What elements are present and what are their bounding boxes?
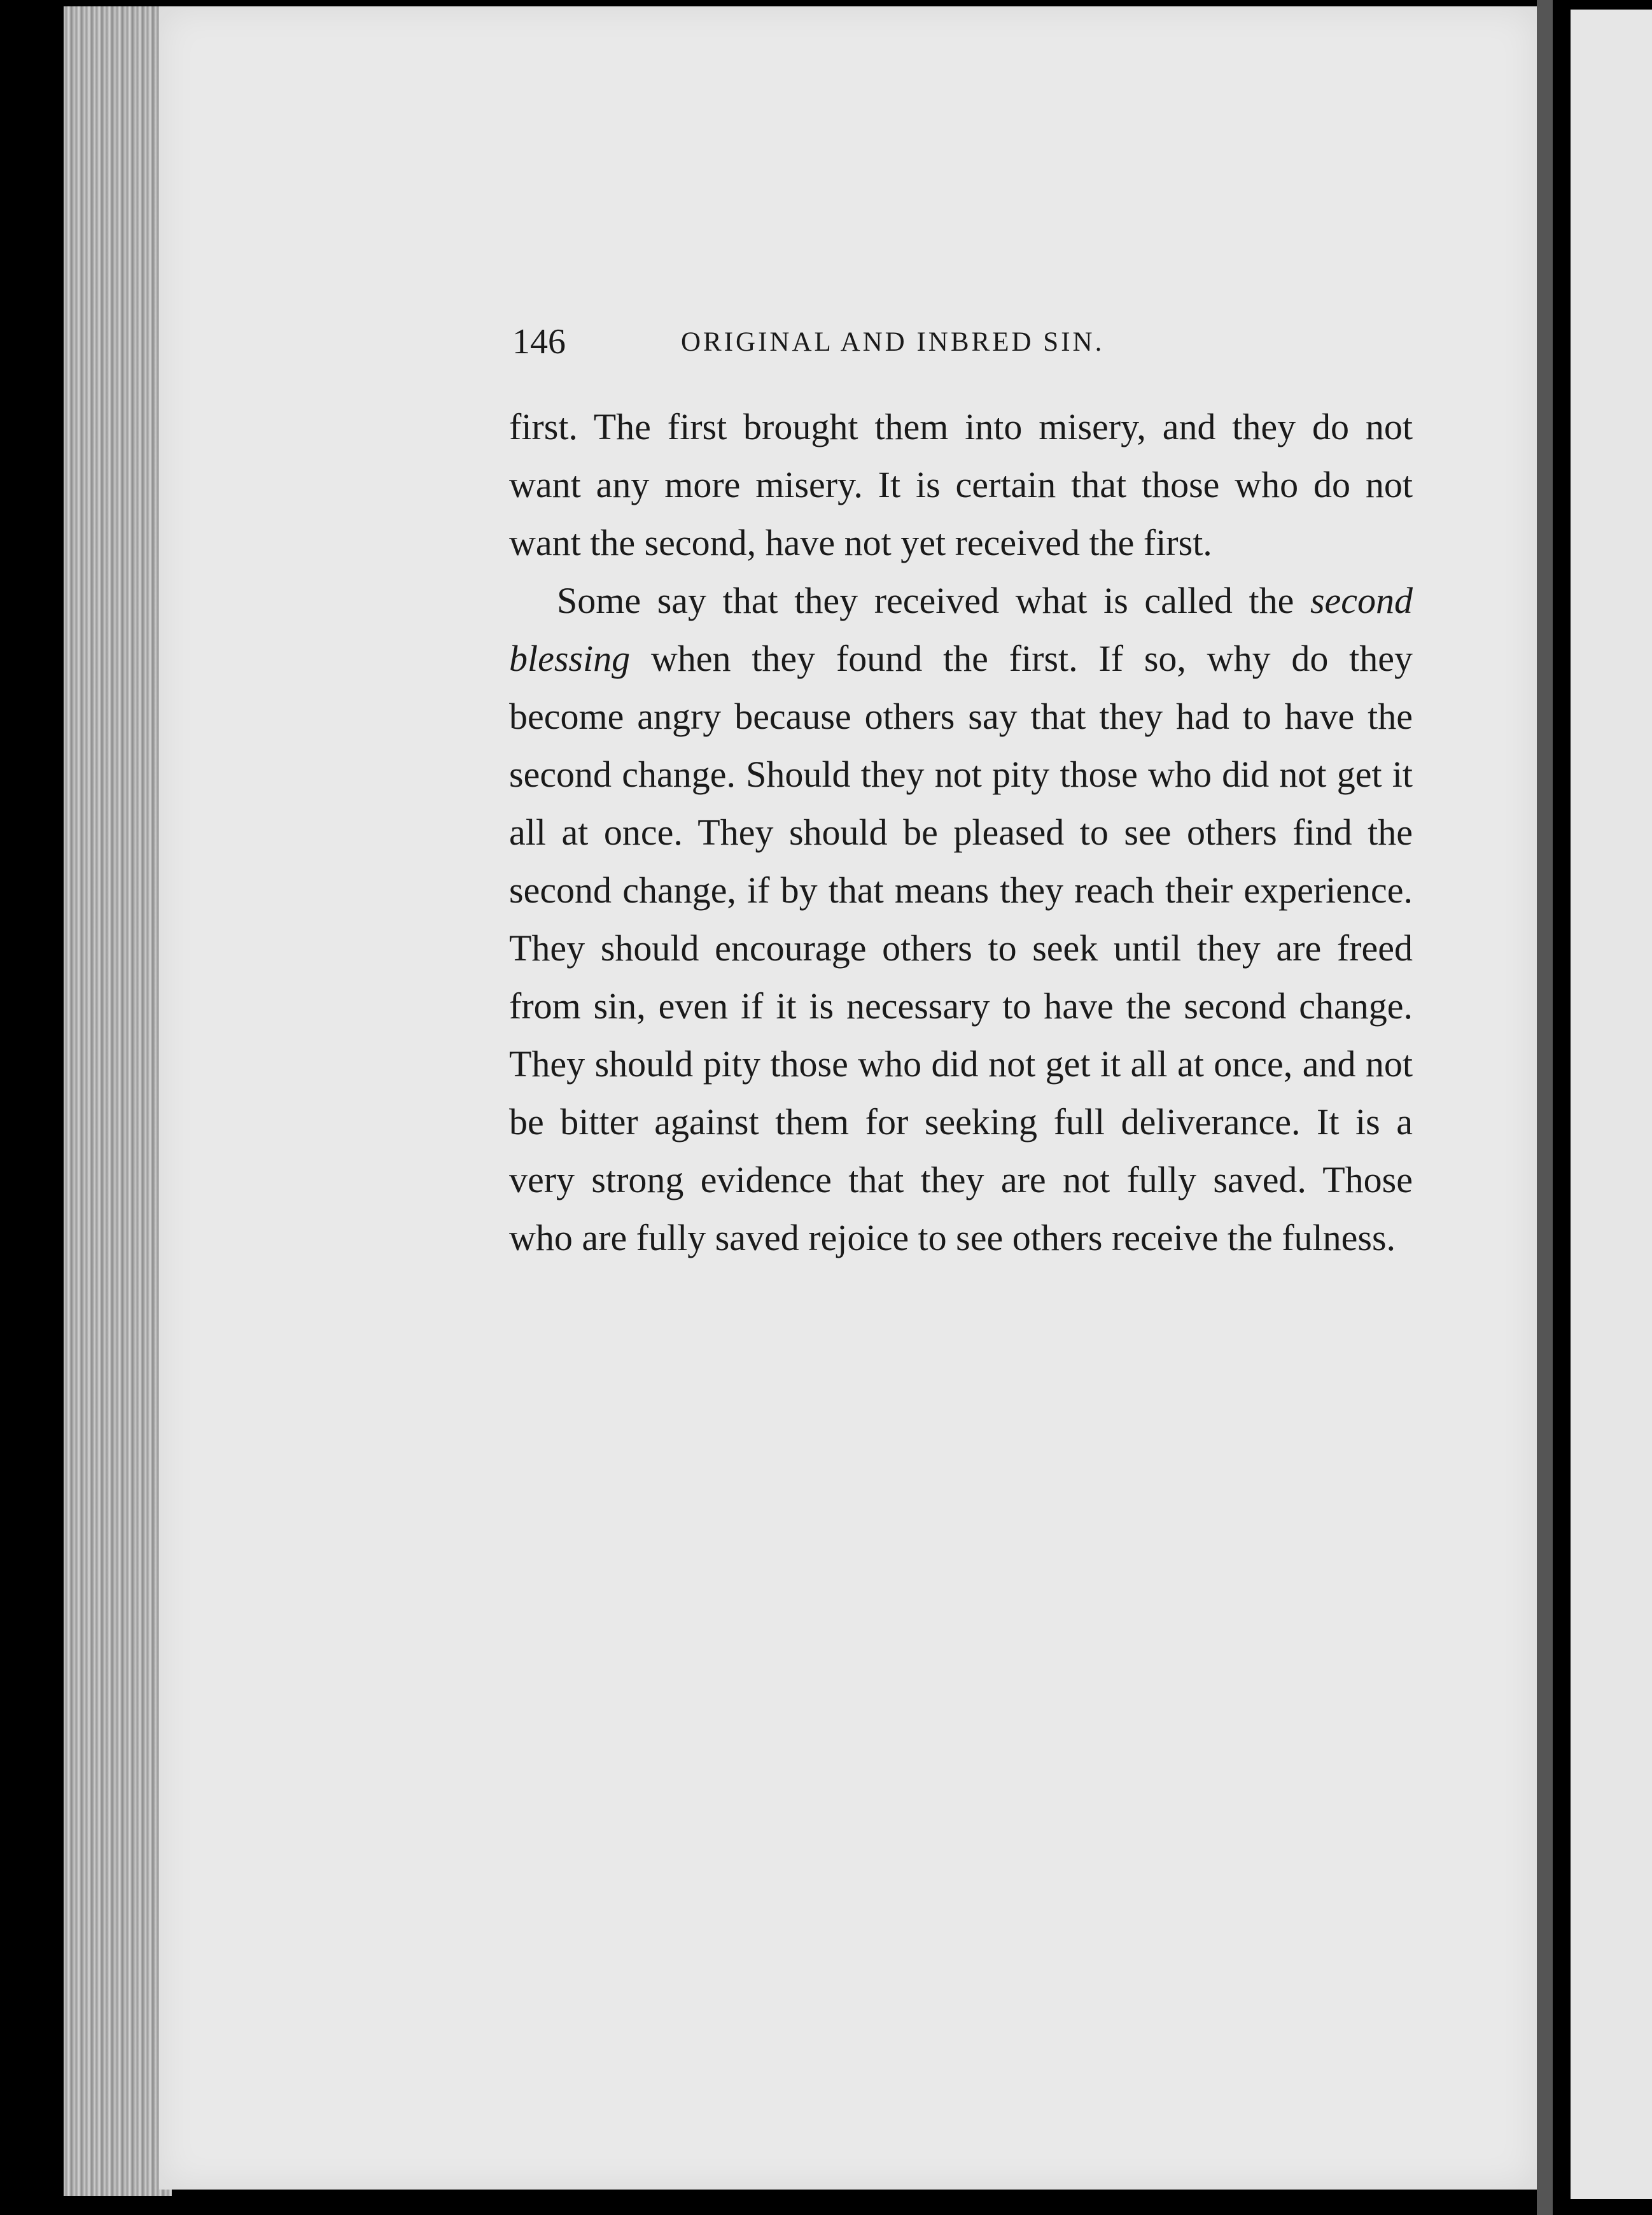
paragraph-1: first. The first brought them into misery, and they do not want any more misery. It is certain that those who do not want the second, have not yet received the first. bbox=[509, 406, 1413, 563]
page-number: 146 bbox=[512, 322, 566, 362]
book-page-edges bbox=[64, 6, 172, 2196]
paragraph-2-after: when they found the first. If so, why do they become angry because others say that they had to have the second change. Should they not pity those who did not get it all at once. They should be pleased to see others find the second change, if by that means they reach their experience. They should encourage others to seek until they are freed from sin, even if it is necessary to have the second change. They should pity those who did not get it all at once, and not be bitter against them for seeking full deliverance. It is a very strong evidence that they are not fully saved. Those who are fully saved rejoice to see others receive the fulness. bbox=[509, 638, 1413, 1258]
paragraph-2-emphasis: second blessing bbox=[509, 580, 1413, 679]
paragraph-2-before: Some say that they received what is called the bbox=[557, 580, 1310, 621]
page-header bbox=[512, 321, 1244, 366]
facing-page-edge bbox=[1571, 10, 1652, 2199]
gutter-shadow bbox=[1553, 0, 1571, 2215]
body-text bbox=[509, 398, 1413, 1267]
paragraph-2 bbox=[509, 572, 1413, 1267]
running-head: ORIGINAL AND INBRED SIN. bbox=[681, 327, 1105, 357]
